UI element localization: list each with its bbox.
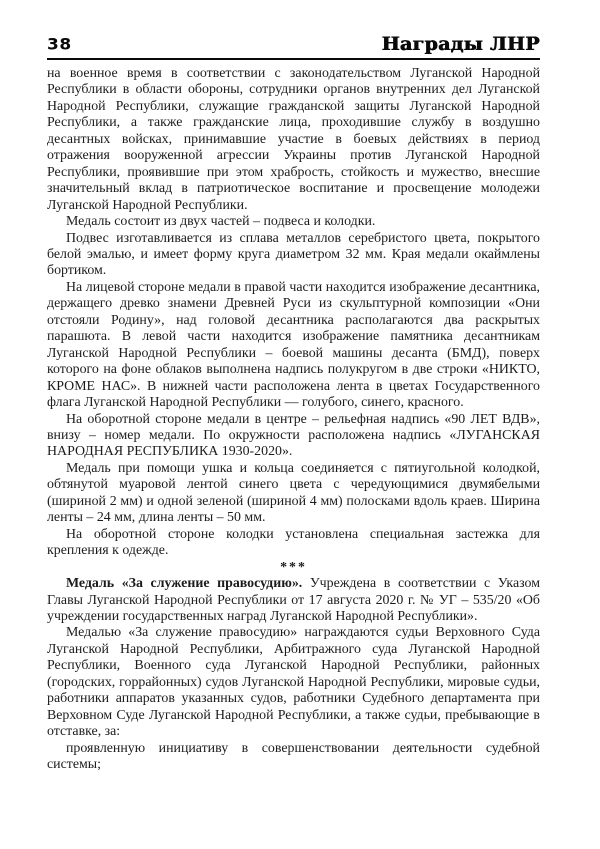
paragraph-medal-justice-recipients: Медалью «За служение правосудию» награждаются судьи Верховного Суда Луганской Народной Республики, Арбитражного суда Луганской Народной Республики, Военного суда Луганской Народной Республики, районных (городских, горрайонных) судов Луганской Народной Республики, мировые судьи, работники аппаратов указанных судов, работники Судебного департамента при Верховном Суде Луганской Народной Республики, а также судьи, пребывающие в отставке, за: xyxy=(47,625,540,740)
medal-justice-title: Медаль «За служение правосудию». xyxy=(66,576,303,592)
paragraph-ribbon-description: Медаль при помощи ушка и кольца соединяется с пятиугольной колодкой, обтянутой муаровой лентой синего цвета с чередующимися двумябелыми (шириной 2 мм) и одной зеленой (шириной 4 мм) полосками вдоль краев. Ширина ленты – 24 мм, длина ленты – 50 мм. xyxy=(47,460,540,526)
paragraph-clasp-description: На оборотной стороне колодки установлена специальная застежка для крепления к одежде. xyxy=(47,526,540,559)
book-title: Награды ЛНР xyxy=(381,33,540,55)
page-header xyxy=(47,33,540,60)
paragraph-reverse-description: На оборотной стороне медали в центре – рельефная надпись «90 ЛЕТ ВДВ», внизу – номер медали. По окружности расположена надпись «ЛУГАНСКАЯ НАРОДНАЯ РЕСПУБЛИКА 1930-2020». xyxy=(47,411,540,460)
paragraph-medal-justice-intro xyxy=(47,576,540,625)
paragraph-pendant-description: Подвес изготавливается из сплава металлов серебристого цвета, покрытого белой эмалью, и имеет форму круга диаметром 32 мм. Края медали окаймлены бортиком. xyxy=(47,230,540,279)
paragraph-medal-parts: Медаль состоит из двух частей – подвеса и колодки. xyxy=(66,214,376,230)
section-separator: *** xyxy=(280,559,307,575)
paragraph-obverse-description: На лицевой стороне медали в правой части находится изображение десантника, держащего древко знамени Древней Руси из скульптурной композиции «Они отстояли Родину», над головой десантника располагаются два раскрытых парашюта. В левой части находится изображение памятника десантникам Луганской Народной Республики – боевой машины десанта (БМД), поверх которого на фоне облаков выполнена надпись полукругом в две строки «НИКТО, КРОМЕ НАС». В нижней части расположена лента в цветах Государственного флага Луганской Народной Республики — голубого, синего, красного. xyxy=(47,279,540,411)
paragraph-continuation: на военное время в соответствии с законодательством Луганской Народной Республики в области обороны, сотрудники органов внутренних дел Луганской Народной Республики, служащие гражданской защиты Луганской Народной Республики, а также гражданские лица, проходившие службу в воздушно десантных войсках, принимавшие участие в боевых действиях в период отражения вооруженной агрессии Украины против Луганской Народной Республики, проявившие при этом храбрость, стойкость и мужество, внесшие значительный вклад в патриотическое воспитание и просвещение молодежи Луганской Народной Республики. xyxy=(47,66,540,213)
page-number: 38 xyxy=(47,35,72,55)
medal-justice-decree-text: Учреждена в соответствии с Указом Главы Луганской Народной Республики от 17 августа 2020 г. № УГ – 535/20 «Об учреждении государственных наград Луганской Народной Республики». xyxy=(47,576,540,624)
page-body xyxy=(47,60,540,773)
paragraph-medal-justice-criteria: проявленную инициативу в совершенствовании деятельности судебной системы; xyxy=(47,740,540,773)
